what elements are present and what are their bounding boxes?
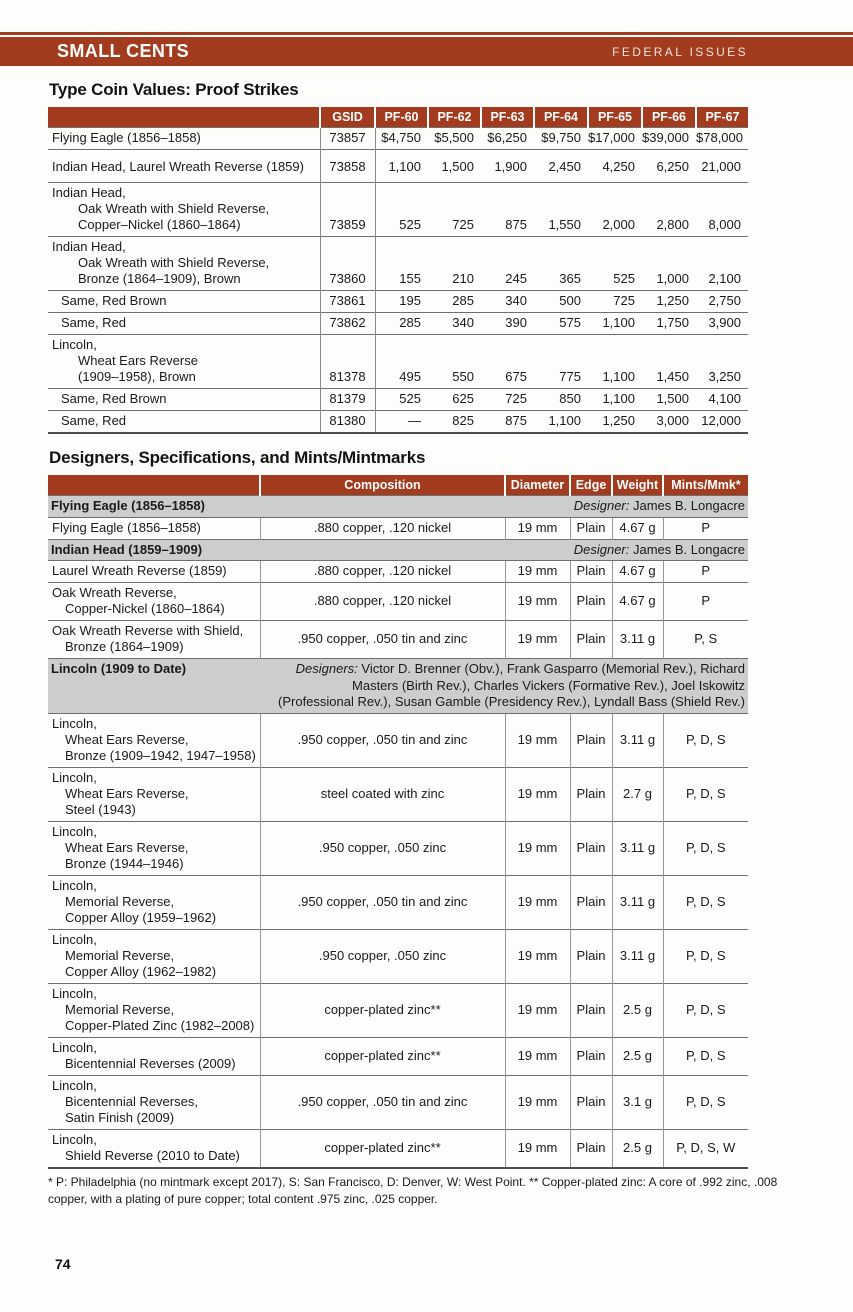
coin-name-cell xyxy=(48,561,260,583)
designer-credit: Designer: James B. Longacre xyxy=(573,541,745,557)
section-flex xyxy=(51,542,745,559)
coin-name-line: Satin Finish (2009) xyxy=(65,1109,175,1125)
composition-cell: .950 copper, .050 tin and zinc xyxy=(260,713,505,767)
designer-label: Designers: xyxy=(295,661,358,676)
price-cell: 1,100 xyxy=(588,389,642,411)
proof-table-head xyxy=(48,107,748,128)
proof-table-body xyxy=(48,128,748,434)
price-cell: 2,000 xyxy=(588,183,642,237)
mints-cell: P, D, S xyxy=(663,713,748,767)
weight-cell: 2.5 g xyxy=(612,1129,663,1168)
price-cell: 1,100 xyxy=(588,335,642,389)
coin-name-line: Copper-Plated Zinc (1982–2008) xyxy=(65,1017,255,1033)
gsid-cell: 81378 xyxy=(320,335,375,389)
price-cell: 155 xyxy=(375,237,428,291)
specs-table-head xyxy=(48,475,748,496)
weight-cell: 4.67 g xyxy=(612,517,663,539)
price-cell: 875 xyxy=(481,183,534,237)
price-cell: 1,100 xyxy=(375,150,428,183)
price-cell: 575 xyxy=(534,313,588,335)
price-cell: 1,100 xyxy=(534,411,588,434)
mints-cell: P, D, S xyxy=(663,767,748,821)
price-cell: 625 xyxy=(428,389,481,411)
price-cell: 1,550 xyxy=(534,183,588,237)
gsid-cell: 73860 xyxy=(320,237,375,291)
weight-cell: 4.67 g xyxy=(612,583,663,621)
price-cell: $39,000 xyxy=(642,128,696,150)
table-row xyxy=(48,291,748,313)
coin-name-line: Oak Wreath with Shield Reverse, xyxy=(78,255,270,270)
coin-name-line: Lincoln, xyxy=(52,931,97,947)
diameter-cell: 19 mm xyxy=(505,875,570,929)
coin-name-line: Oak Wreath with Shield Reverse, xyxy=(78,201,270,216)
table-row xyxy=(48,621,748,659)
designer-credit: Designer: James B. Longacre xyxy=(573,498,745,513)
coin-name-line: Laurel Wreath Reverse (1859) xyxy=(52,563,227,578)
table-row xyxy=(48,983,748,1037)
section-row xyxy=(48,659,748,714)
price-cell: 195 xyxy=(375,291,428,313)
designer-credit: Designers: Victor D. Brenner (Obv.), Frank Gasparro (Memorial Rev.), Richard Masters (Birth Rev.), Charles Vickers (Formative Rev.), Joel Iskowitz (Professional Rev.), Susan Gamble (Presidency Rev.), Lyndall Bass (Shield Rev.) xyxy=(278,661,745,709)
mints-cell: P, D, S, W xyxy=(663,1129,748,1168)
coin-name-cell xyxy=(48,1075,260,1129)
mints-cell: P, D, S xyxy=(663,1037,748,1075)
section-cell xyxy=(48,659,748,714)
coin-name-cell xyxy=(48,821,260,875)
price-cell: 2,800 xyxy=(642,183,696,237)
table-row xyxy=(48,767,748,821)
edge-cell: Plain xyxy=(570,621,612,659)
weight-cell: 3.11 g xyxy=(612,713,663,767)
coin-name-line: Oak Wreath Reverse with Shield, xyxy=(52,623,244,638)
designer-label: Designer: xyxy=(573,541,630,557)
edge-cell: Plain xyxy=(570,517,612,539)
composition-cell: .950 copper, .050 tin and zinc xyxy=(260,621,505,659)
table-row xyxy=(48,1129,748,1168)
price-cell: $5,500 xyxy=(428,128,481,150)
coin-name-line: Bicentennial Reverses, xyxy=(65,1093,198,1109)
coin-name-line: Same, Red Brown xyxy=(61,391,167,406)
diameter-cell: 19 mm xyxy=(505,583,570,621)
coin-name-line: Bronze (1909–1942, 1947–1958) xyxy=(65,747,256,763)
price-cell: 340 xyxy=(428,313,481,335)
mints-cell: P, S xyxy=(663,621,748,659)
price-cell: 495 xyxy=(375,335,428,389)
composition-cell: copper-plated zinc** xyxy=(260,1037,505,1075)
table-row xyxy=(48,150,748,183)
column-header: Composition xyxy=(260,475,505,496)
page-header-title: SMALL CENTS xyxy=(57,41,190,61)
price-cell: 285 xyxy=(375,313,428,335)
coin-name-line: Wheat Ears Reverse xyxy=(78,353,198,368)
weight-cell: 3.11 g xyxy=(612,929,663,983)
coin-name-line: Memorial Reverse, xyxy=(65,1001,175,1017)
price-cell: 3,000 xyxy=(642,411,696,434)
column-header xyxy=(48,107,320,128)
table-row xyxy=(48,1037,748,1075)
top-rule xyxy=(0,32,853,35)
coin-name-line: Lincoln, xyxy=(52,1131,97,1147)
composition-cell: .880 copper, .120 nickel xyxy=(260,561,505,583)
price-cell: 245 xyxy=(481,237,534,291)
coin-name-line: Oak Wreath Reverse, xyxy=(52,585,177,600)
price-cell: 775 xyxy=(534,335,588,389)
price-cell: 850 xyxy=(534,389,588,411)
gsid-cell: 81379 xyxy=(320,389,375,411)
price-cell: 825 xyxy=(428,411,481,434)
price-cell: 525 xyxy=(588,237,642,291)
table-row xyxy=(48,583,748,621)
table-row xyxy=(48,237,748,291)
gsid-cell: 73858 xyxy=(320,150,375,183)
price-cell: 2,450 xyxy=(534,150,588,183)
coin-name-cell xyxy=(48,517,260,539)
weight-cell: 2.7 g xyxy=(612,767,663,821)
price-cell: 6,250 xyxy=(642,150,696,183)
price-cell: 390 xyxy=(481,313,534,335)
mints-cell: P, D, S xyxy=(663,929,748,983)
coin-name-cell xyxy=(48,929,260,983)
page-header-right: FEDERAL ISSUES xyxy=(612,44,748,59)
price-cell: 1,250 xyxy=(588,411,642,434)
price-cell: $78,000 xyxy=(696,128,748,150)
coin-name-cell xyxy=(48,713,260,767)
coin-name-cell xyxy=(48,1037,260,1075)
edge-cell: Plain xyxy=(570,1129,612,1168)
mints-cell: P, D, S xyxy=(663,983,748,1037)
price-cell: 4,250 xyxy=(588,150,642,183)
composition-cell: .880 copper, .120 nickel xyxy=(260,517,505,539)
coin-name-line: Lincoln, xyxy=(52,715,97,731)
proof-table xyxy=(48,107,748,434)
coin-name-line: Flying Eagle (1856–1858) xyxy=(52,130,201,145)
composition-cell: .950 copper, .050 zinc xyxy=(260,929,505,983)
price-cell: 525 xyxy=(375,389,428,411)
price-cell: 8,000 xyxy=(696,183,748,237)
diameter-cell: 19 mm xyxy=(505,767,570,821)
designer-label: Designer: xyxy=(573,498,630,513)
diameter-cell: 19 mm xyxy=(505,929,570,983)
table-row xyxy=(48,183,748,237)
mints-cell: P xyxy=(663,517,748,539)
specs-table-body xyxy=(48,496,748,1168)
coin-name-cell xyxy=(48,411,320,434)
price-cell: 285 xyxy=(428,291,481,313)
table-row xyxy=(48,335,748,389)
page-number: 74 xyxy=(55,1256,71,1272)
composition-cell: steel coated with zinc xyxy=(260,767,505,821)
composition-cell: .880 copper, .120 nickel xyxy=(260,583,505,621)
coin-name-cell xyxy=(48,313,320,335)
edge-cell: Plain xyxy=(570,561,612,583)
price-cell: $17,000 xyxy=(588,128,642,150)
coin-name-cell xyxy=(48,621,260,659)
table-row xyxy=(48,929,748,983)
edge-cell: Plain xyxy=(570,713,612,767)
column-header: Edge xyxy=(570,475,612,496)
weight-cell: 3.11 g xyxy=(612,875,663,929)
column-header: PF-67 xyxy=(696,107,748,128)
coin-name-line: Copper Alloy (1959–1962) xyxy=(65,909,217,925)
section-name: Flying Eagle (1856–1858) xyxy=(51,498,205,513)
table-row xyxy=(48,561,748,583)
price-cell: 12,000 xyxy=(696,411,748,434)
edge-cell: Plain xyxy=(570,983,612,1037)
coin-name-line: Copper-Nickel (1860–1864) xyxy=(65,601,225,616)
footnote: * P: Philadelphia (no mintmark except 2017), S: San Francisco, D: Denver, W: West Point. ** Copper-plated zinc: A core of .992 zinc, .008 copper, with a plating of pure copper; total content .975 zinc, .025 copper. xyxy=(48,1174,778,1206)
coin-name-line: Wheat Ears Reverse, xyxy=(65,839,189,855)
composition-cell: copper-plated zinc** xyxy=(260,983,505,1037)
gsid-cell: 73862 xyxy=(320,313,375,335)
specs-table-title: Designers, Specifications, and Mints/Mintmarks xyxy=(49,448,426,467)
coin-name-line: (1909–1958), Brown xyxy=(78,369,196,384)
price-cell: 2,750 xyxy=(696,291,748,313)
column-header xyxy=(48,475,260,496)
proof-table-title: Type Coin Values: Proof Strikes xyxy=(49,80,299,99)
coin-name-cell xyxy=(48,335,320,389)
gsid-cell: 81380 xyxy=(320,411,375,434)
price-cell: 725 xyxy=(428,183,481,237)
coin-name-cell xyxy=(48,389,320,411)
section-name: Lincoln (1909 to Date) xyxy=(51,661,187,676)
section-flex xyxy=(51,661,745,711)
coin-name-cell xyxy=(48,1129,260,1168)
table-row xyxy=(48,713,748,767)
coin-name-cell xyxy=(48,291,320,313)
mints-cell: P xyxy=(663,583,748,621)
coin-name-line: Lincoln, xyxy=(52,1039,97,1055)
composition-cell: copper-plated zinc** xyxy=(260,1129,505,1168)
price-cell: 500 xyxy=(534,291,588,313)
coin-name-line: Bronze (1864–1909) xyxy=(65,639,184,654)
table-row xyxy=(48,411,748,434)
price-cell: 1,250 xyxy=(642,291,696,313)
diameter-cell: 19 mm xyxy=(505,621,570,659)
coin-name-line: Shield Reverse (2010 to Date) xyxy=(65,1147,240,1163)
price-cell: 525 xyxy=(375,183,428,237)
coin-name-line: Memorial Reverse, xyxy=(65,947,175,963)
table-row xyxy=(48,389,748,411)
page-header-bar xyxy=(0,37,853,66)
coin-name-cell xyxy=(48,150,320,183)
composition-cell: .950 copper, .050 zinc xyxy=(260,821,505,875)
coin-name-cell xyxy=(48,875,260,929)
diameter-cell: 19 mm xyxy=(505,1129,570,1168)
edge-cell: Plain xyxy=(570,821,612,875)
price-cell: 365 xyxy=(534,237,588,291)
coin-name-line: Copper–Nickel (1860–1864) xyxy=(78,217,241,232)
section-row xyxy=(48,539,748,561)
price-cell: 21,000 xyxy=(696,150,748,183)
coin-name-cell xyxy=(48,128,320,150)
edge-cell: Plain xyxy=(570,875,612,929)
header-row xyxy=(48,107,748,128)
column-header: Mints/Mmk* xyxy=(663,475,748,496)
weight-cell: 4.67 g xyxy=(612,561,663,583)
coin-name-cell xyxy=(48,983,260,1037)
edge-cell: Plain xyxy=(570,929,612,983)
price-cell: $6,250 xyxy=(481,128,534,150)
coin-name-cell xyxy=(48,767,260,821)
price-cell: $9,750 xyxy=(534,128,588,150)
price-cell: 340 xyxy=(481,291,534,313)
table-row xyxy=(48,517,748,539)
section-flex xyxy=(51,498,745,515)
section-cell xyxy=(48,496,748,518)
mints-cell: P xyxy=(663,561,748,583)
column-header: PF-60 xyxy=(375,107,428,128)
edge-cell: Plain xyxy=(570,1037,612,1075)
coin-name-line: Memorial Reverse, xyxy=(65,893,175,909)
weight-cell: 3.1 g xyxy=(612,1075,663,1129)
table-row xyxy=(48,313,748,335)
diameter-cell: 19 mm xyxy=(505,1075,570,1129)
column-header: Weight xyxy=(612,475,663,496)
edge-cell: Plain xyxy=(570,767,612,821)
price-cell: 1,900 xyxy=(481,150,534,183)
coin-name-cell xyxy=(48,583,260,621)
price-cell: — xyxy=(375,411,428,434)
price-cell: 875 xyxy=(481,411,534,434)
price-cell: 725 xyxy=(481,389,534,411)
coin-name-cell xyxy=(48,237,320,291)
table-row xyxy=(48,1075,748,1129)
header-row xyxy=(48,475,748,496)
section-cell xyxy=(48,539,748,561)
coin-name-line: Lincoln, xyxy=(52,337,97,352)
coin-name-line: Lincoln, xyxy=(52,877,97,893)
price-cell: 1,500 xyxy=(428,150,481,183)
coin-name-line: Bicentennial Reverses (2009) xyxy=(65,1055,236,1071)
gsid-cell: 73861 xyxy=(320,291,375,313)
price-cell: 550 xyxy=(428,335,481,389)
composition-cell: .950 copper, .050 tin and zinc xyxy=(260,875,505,929)
gsid-cell: 73857 xyxy=(320,128,375,150)
price-cell: 4,100 xyxy=(696,389,748,411)
table-row xyxy=(48,128,748,150)
coin-name-line: Indian Head, Laurel Wreath Reverse (1859) xyxy=(52,159,304,174)
price-cell: 210 xyxy=(428,237,481,291)
coin-name-line: Bronze (1864–1909), Brown xyxy=(78,271,241,286)
diameter-cell: 19 mm xyxy=(505,821,570,875)
coin-name-line: Indian Head, xyxy=(52,239,126,254)
edge-cell: Plain xyxy=(570,1075,612,1129)
gsid-cell: 73859 xyxy=(320,183,375,237)
mints-cell: P, D, S xyxy=(663,821,748,875)
price-cell: 2,100 xyxy=(696,237,748,291)
column-header: PF-63 xyxy=(481,107,534,128)
column-header: PF-64 xyxy=(534,107,588,128)
page-content xyxy=(48,80,778,1208)
price-cell: 725 xyxy=(588,291,642,313)
section-name: Indian Head (1859–1909) xyxy=(51,541,203,557)
coin-name-line: Steel (1943) xyxy=(65,801,136,817)
diameter-cell: 19 mm xyxy=(505,561,570,583)
price-cell: 1,750 xyxy=(642,313,696,335)
coin-name-line: Copper Alloy (1962–1982) xyxy=(65,963,217,979)
table-row xyxy=(48,821,748,875)
diameter-cell: 19 mm xyxy=(505,517,570,539)
diameter-cell: 19 mm xyxy=(505,1037,570,1075)
coin-name-line: Same, Red xyxy=(61,315,127,330)
diameter-cell: 19 mm xyxy=(505,983,570,1037)
column-header: PF-65 xyxy=(588,107,642,128)
mints-cell: P, D, S xyxy=(663,1075,748,1129)
section-row xyxy=(48,496,748,518)
coin-name-line: Lincoln, xyxy=(52,985,97,1001)
edge-cell: Plain xyxy=(570,583,612,621)
price-cell: 3,250 xyxy=(696,335,748,389)
weight-cell: 3.11 g xyxy=(612,621,663,659)
coin-name-line: Wheat Ears Reverse, xyxy=(65,785,189,801)
composition-cell: .950 copper, .050 tin and zinc xyxy=(260,1075,505,1129)
column-header: GSID xyxy=(320,107,375,128)
weight-cell: 2.5 g xyxy=(612,983,663,1037)
price-cell: $4,750 xyxy=(375,128,428,150)
weight-cell: 3.11 g xyxy=(612,821,663,875)
price-cell: 3,900 xyxy=(696,313,748,335)
diameter-cell: 19 mm xyxy=(505,713,570,767)
price-cell: 1,000 xyxy=(642,237,696,291)
price-cell: 675 xyxy=(481,335,534,389)
coin-name-line: Lincoln, xyxy=(52,769,97,785)
column-header: PF-62 xyxy=(428,107,481,128)
price-cell: 1,100 xyxy=(588,313,642,335)
mints-cell: P, D, S xyxy=(663,875,748,929)
price-cell: 1,500 xyxy=(642,389,696,411)
specs-table xyxy=(48,475,748,1169)
coin-name-line: Lincoln, xyxy=(52,1077,97,1093)
column-header: Diameter xyxy=(505,475,570,496)
coin-name-line: Wheat Ears Reverse, xyxy=(65,731,189,747)
coin-name-line: Indian Head, xyxy=(52,185,126,200)
coin-name-line: Lincoln, xyxy=(52,823,97,839)
table-row xyxy=(48,875,748,929)
weight-cell: 2.5 g xyxy=(612,1037,663,1075)
column-header: PF-66 xyxy=(642,107,696,128)
coin-name-cell xyxy=(48,183,320,237)
coin-name-line: Same, Red xyxy=(61,413,127,428)
coin-name-line: Same, Red Brown xyxy=(61,293,167,308)
coin-name-line: Bronze (1944–1946) xyxy=(65,855,184,871)
price-cell: 1,450 xyxy=(642,335,696,389)
coin-name-line: Flying Eagle (1856–1858) xyxy=(52,519,201,535)
